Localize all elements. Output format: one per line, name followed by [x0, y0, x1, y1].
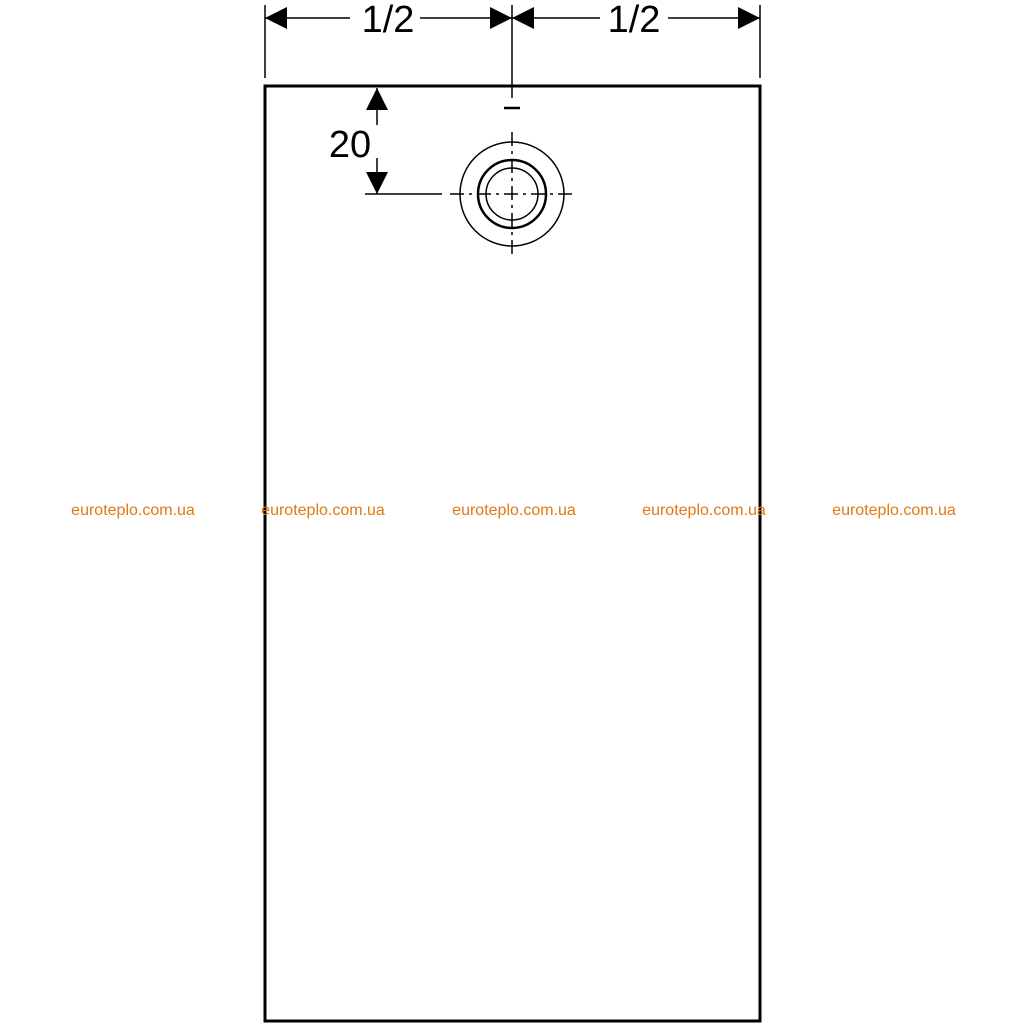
dimension-label-drain-offset: 20: [328, 124, 372, 166]
watermark-text: euroteplo.com.ua: [261, 502, 385, 519]
watermark-text: euroteplo.com.ua: [452, 502, 576, 519]
dimension-left-half: [265, 0, 512, 41]
drain-symbol: [450, 132, 574, 258]
watermark-text: euroteplo.com.ua: [832, 502, 956, 519]
dimension-right-half: [512, 0, 760, 41]
dimension-drain-offset: [329, 88, 442, 194]
dimension-label-left-half: 1/2: [361, 0, 415, 41]
watermark-text: euroteplo.com.ua: [642, 502, 766, 519]
watermark-text: euroteplo.com.ua: [71, 502, 195, 519]
watermark-row: [71, 502, 956, 519]
dimension-label-right-half: 1/2: [607, 0, 661, 41]
